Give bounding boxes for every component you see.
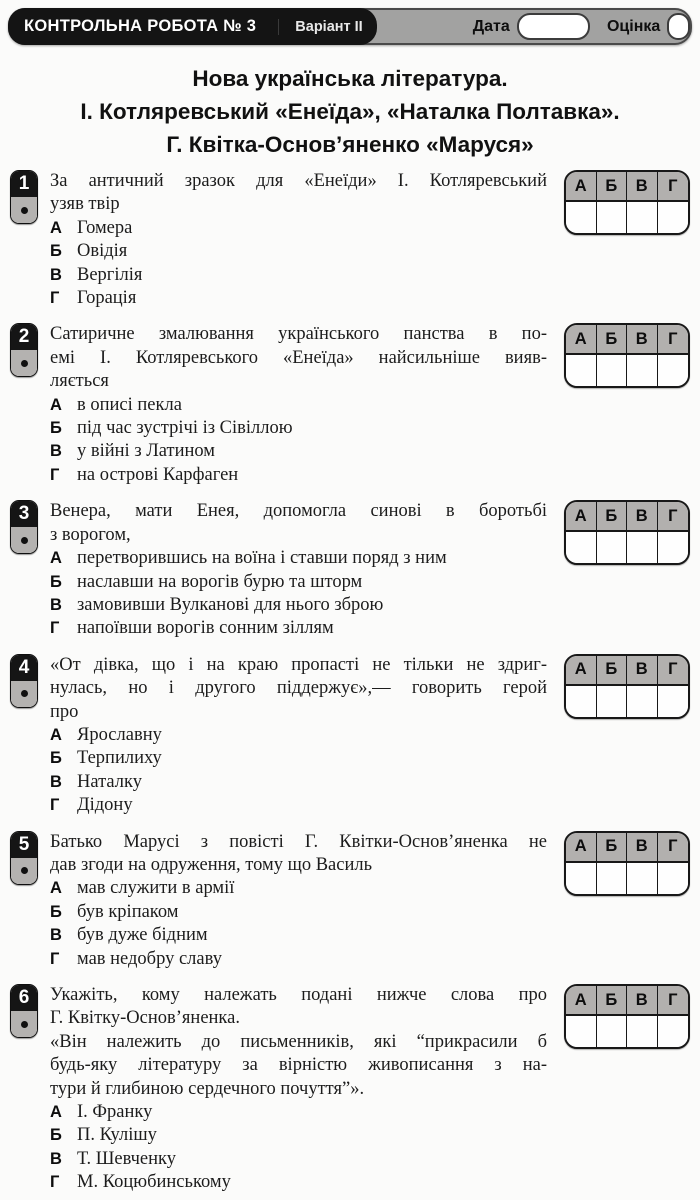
answer-cell-g[interactable] [658, 355, 689, 386]
answer-grid-cells [566, 1016, 688, 1047]
question-text-line: про [50, 701, 79, 722]
option-row [50, 287, 547, 310]
option-row [50, 1171, 547, 1194]
answer-cell-g[interactable] [658, 532, 689, 563]
answer-grid-header [566, 986, 688, 1016]
option-letter: В [50, 772, 62, 791]
question-body [50, 831, 547, 971]
answer-grid-letter: В [627, 656, 658, 686]
option-text: Овідія [77, 241, 128, 262]
option-text: в описі пекла [77, 394, 182, 415]
question-number: 2 [11, 324, 37, 350]
answer-grid-letter: А [566, 986, 597, 1016]
badge-dot-area [11, 1011, 37, 1037]
question-text-line: з ворогом, [50, 524, 131, 545]
question-block-5 [10, 831, 690, 971]
answer-grid-letter: Б [597, 833, 628, 863]
badge-dot-area [11, 858, 37, 884]
answer-grid [564, 170, 690, 235]
header-title-pill [8, 8, 377, 45]
question-body [50, 323, 547, 487]
question-quote-line: тури й глибиною сердечного почуття”». [50, 1078, 365, 1099]
option-row [50, 794, 547, 817]
option-letter: А [50, 218, 62, 237]
option-text: перетворившись на воїна і ставши поряд з ним [77, 548, 447, 569]
answer-grid-header [566, 325, 688, 355]
question-text-line: узяв твір [50, 194, 120, 215]
option-row [50, 924, 547, 947]
option-text: Дідону [77, 795, 133, 816]
option-letter: В [50, 1149, 62, 1168]
option-letter: А [50, 725, 62, 744]
option-letter: Г [50, 1173, 60, 1192]
option-letter: В [50, 265, 62, 284]
option-text: М. Коцюбинському [77, 1172, 231, 1193]
answer-grid-letter: В [627, 986, 658, 1016]
answer-grid-cells [566, 863, 688, 894]
question-text-line: За античний зразок для «Енеїди» І. Котляревський [50, 171, 547, 191]
page-title-line: Г. Квітка-Основ’яненко «Маруся» [166, 132, 534, 157]
dot-icon [21, 690, 28, 697]
dot-icon [21, 360, 28, 367]
option-text: на острові Карфаген [77, 464, 239, 485]
answer-grid-letter: А [566, 325, 597, 355]
answer-cell-b[interactable] [597, 532, 628, 563]
option-letter: А [50, 879, 62, 898]
option-text: під час зустрічі із Сівіллою [77, 418, 293, 439]
grade-input-field[interactable] [667, 13, 690, 40]
answer-grid-header [566, 172, 688, 202]
option-text: наславши на ворогів бурю та шторм [77, 571, 363, 592]
question-quote-line: «Він належить до письменників, які “прикрасили б [50, 1031, 547, 1052]
option-letter: Б [50, 419, 62, 438]
option-letter: Г [50, 619, 60, 638]
answer-grid-letter: Г [658, 325, 689, 355]
answer-grid-cells [566, 532, 688, 563]
answer-cell-v[interactable] [627, 863, 658, 894]
answer-cell-g[interactable] [658, 1016, 689, 1047]
question-text-line: дав згоди на одруження, тому що Василь [50, 854, 373, 875]
answer-cell-b[interactable] [597, 355, 628, 386]
question-body [50, 654, 547, 818]
work-title: КОНТРОЛЬНА РОБОТА № 3 [24, 17, 257, 35]
answer-grid [564, 500, 690, 565]
date-input-field[interactable] [517, 13, 590, 40]
badge-dot-area [11, 350, 37, 376]
question-number-badge [10, 500, 38, 554]
question-number-badge [10, 654, 38, 708]
question-block-6 [10, 984, 690, 1195]
option-row [50, 217, 547, 240]
option-row [50, 264, 547, 287]
answer-cell-a[interactable] [566, 355, 597, 386]
option-row [50, 1124, 547, 1147]
question-body [50, 170, 547, 310]
answer-cell-a[interactable] [566, 202, 597, 233]
option-text: Т. Шевченку [77, 1148, 176, 1169]
option-letter: А [50, 549, 62, 568]
option-letter: Б [50, 572, 62, 591]
answer-grid-header [566, 833, 688, 863]
question-block-1 [10, 170, 690, 310]
question-text-line: ляється [50, 371, 109, 392]
question-text-line: нулась, но і другого піддержує»,— говорить герой [50, 678, 547, 699]
badge-dot-area [11, 681, 37, 707]
answer-cell-b[interactable] [597, 863, 628, 894]
dot-icon [21, 537, 28, 544]
answer-grid-letter: Г [658, 502, 689, 532]
answer-grid-letter: В [627, 502, 658, 532]
option-row [50, 417, 547, 440]
answer-grid-letter: Б [597, 986, 628, 1016]
answer-cell-a[interactable] [566, 1016, 597, 1047]
option-row [50, 617, 547, 640]
option-row [50, 571, 547, 594]
option-text: І. Франку [77, 1102, 153, 1123]
option-text: Вергілія [77, 264, 143, 285]
option-row [50, 1101, 547, 1124]
answer-grid-letter: А [566, 833, 597, 863]
variant-label: Варіант II [278, 19, 362, 35]
answer-cell-v[interactable] [627, 532, 658, 563]
option-letter: В [50, 926, 62, 945]
option-row [50, 724, 547, 747]
question-text-line: «От дівка, що і на краю пропасті не тільки не здриг- [50, 654, 547, 675]
badge-dot-area [11, 527, 37, 553]
option-row [50, 594, 547, 617]
question-body [50, 500, 547, 640]
date-label: Дата [472, 17, 510, 35]
option-text: Терпилиху [77, 748, 162, 769]
page-title-line: І. Котляревський «Енеїда», «Наталка Полтавка». [80, 99, 620, 124]
option-text: Гомера [77, 217, 133, 238]
question-text-line: Батько Марусі з повісті Г. Квітки-Основ’яненка не [50, 831, 547, 852]
answer-grid-header [566, 656, 688, 686]
option-letter: Г [50, 796, 60, 815]
answer-cell-g[interactable] [658, 686, 689, 717]
option-row [50, 440, 547, 463]
answer-cell-v[interactable] [627, 355, 658, 386]
question-number: 5 [11, 832, 37, 858]
option-row [50, 948, 547, 971]
dot-icon [21, 867, 28, 874]
answer-grid [564, 984, 690, 1049]
question-text-line: Сатиричне змалювання українського панства в по- [50, 324, 547, 345]
answer-grid-letter: Г [658, 986, 689, 1016]
answer-grid [564, 323, 690, 388]
question-text-line: емі І. Котляревського «Енеїда» найсильніше вияв- [50, 347, 547, 368]
question-text-line: Г. Квітку-Основ’яненка. [50, 1008, 240, 1029]
answer-cell-a[interactable] [566, 686, 597, 717]
answer-grid-letter: Б [597, 656, 628, 686]
header-bar [8, 8, 692, 45]
option-letter: Г [50, 949, 60, 968]
answer-cell-a[interactable] [566, 532, 597, 563]
option-letter: А [50, 1103, 62, 1122]
answer-grid-letter: А [566, 656, 597, 686]
option-text: напоївши ворогів сонним зіллям [77, 618, 334, 639]
option-letter: Б [50, 749, 62, 768]
option-letter: А [50, 395, 62, 414]
answer-grid-cells [566, 355, 688, 386]
option-text: був кріпаком [77, 901, 179, 922]
question-block-4 [10, 654, 690, 818]
answer-grid-cells [566, 202, 688, 233]
option-row [50, 747, 547, 770]
option-text: мав недобру славу [77, 948, 222, 969]
badge-dot-area [11, 197, 37, 223]
question-quote-line: будь-яку літературу за вірністю живописання з на- [50, 1055, 547, 1076]
option-letter: В [50, 595, 62, 614]
answer-grid-letter: В [627, 172, 658, 202]
answer-cell-b[interactable] [597, 686, 628, 717]
answer-cell-v[interactable] [627, 202, 658, 233]
answer-cell-v[interactable] [627, 686, 658, 717]
option-letter: Б [50, 1126, 62, 1145]
answer-cell-g[interactable] [658, 202, 689, 233]
option-text: Наталку [77, 771, 142, 792]
option-row [50, 464, 547, 487]
answer-grid-letter: А [566, 502, 597, 532]
question-number-badge [10, 831, 38, 885]
answer-grid-header [566, 502, 688, 532]
option-letter: Б [50, 902, 62, 921]
option-letter: Г [50, 289, 60, 308]
option-row [50, 1148, 547, 1171]
page-title [8, 62, 692, 161]
answer-grid [564, 831, 690, 896]
page-title-line: Нова українська література. [192, 66, 508, 91]
answer-cell-v[interactable] [627, 1016, 658, 1047]
option-text: Ярославну [77, 724, 162, 745]
question-number: 1 [11, 171, 37, 197]
dot-icon [21, 1021, 28, 1028]
option-text: П. Кулішу [77, 1125, 157, 1146]
question-number: 3 [11, 501, 37, 527]
answer-cell-b[interactable] [597, 202, 628, 233]
option-text: у війні з Латином [77, 441, 216, 462]
option-text: Горація [77, 288, 137, 309]
answer-grid-letter: Г [658, 656, 689, 686]
grade-label: Оцінка [606, 17, 661, 35]
option-letter: В [50, 442, 62, 461]
option-row [50, 877, 547, 900]
dot-icon [21, 207, 28, 214]
question-number: 6 [11, 985, 37, 1011]
answer-grid-letter: В [627, 833, 658, 863]
answer-grid-letter: Б [597, 502, 628, 532]
option-text: був дуже бідним [77, 925, 208, 946]
answer-cell-g[interactable] [658, 863, 689, 894]
answer-grid-letter: Б [597, 325, 628, 355]
answer-cell-b[interactable] [597, 1016, 628, 1047]
option-letter: Г [50, 465, 60, 484]
option-row [50, 240, 547, 263]
option-text: мав служити в армії [77, 878, 235, 899]
option-row [50, 901, 547, 924]
answer-grid-letter: В [627, 325, 658, 355]
question-number-badge [10, 323, 38, 377]
answer-grid [564, 654, 690, 719]
option-row [50, 771, 547, 794]
question-number-badge [10, 984, 38, 1038]
question-text-line: Венера, мати Енея, допомогла синові в боротьбі [50, 501, 547, 522]
answer-grid-letter: Б [597, 172, 628, 202]
question-number-badge [10, 170, 38, 224]
question-body [50, 984, 547, 1195]
answer-grid-cells [566, 686, 688, 717]
option-row [50, 547, 547, 570]
answer-grid-letter: Г [658, 172, 689, 202]
question-block-2 [10, 323, 690, 487]
question-text-line: Укажіть, кому належать подані нижче слова про [50, 985, 547, 1005]
option-letter: Б [50, 242, 62, 261]
answer-grid-letter: Г [658, 833, 689, 863]
option-text: замовивши Вулканові для нього зброю [77, 594, 384, 615]
question-block-3 [10, 500, 690, 640]
question-number: 4 [11, 655, 37, 681]
answer-cell-a[interactable] [566, 863, 597, 894]
answer-grid-letter: А [566, 172, 597, 202]
option-row [50, 394, 547, 417]
